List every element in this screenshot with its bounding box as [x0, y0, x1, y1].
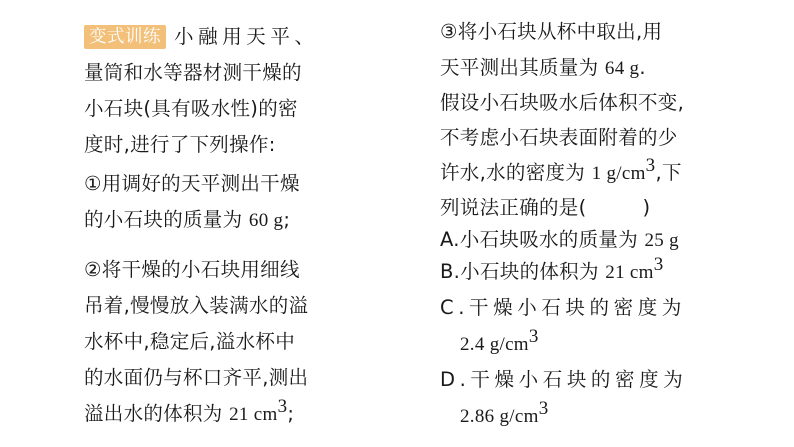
assumption-line-1: 假设小石块吸水后体积不变, — [440, 91, 685, 114]
intro-line-2: 量筒和水等器材测干燥的 — [84, 61, 302, 84]
option-c-value: 2.4 $g/cm^3$ — [460, 326, 539, 355]
overflow-volume-value: 21 cm — [229, 404, 278, 425]
option-b[interactable]: B.小石块的体积为 21 $cm^3$ — [440, 254, 664, 283]
step2-line-3: 水杯中,稳定后,溢水杯中 — [84, 330, 295, 353]
water-density-value: 1 g/cm — [591, 163, 646, 184]
step2-line-4: 的水面仍与杯口齐平,测出 — [84, 366, 309, 389]
option-d[interactable]: D.干燥小石块的密度为 — [440, 368, 688, 391]
option-d-value: 2.86 $g/cm^3$ — [460, 398, 549, 427]
question-line: 列说法正确的是( ) — [440, 196, 651, 219]
step3-line-1: ③将小石块从杯中取出,用 — [440, 20, 663, 43]
assumption-line-2: 不考虑小石块表面附着的少 — [440, 126, 678, 149]
step2-line-5: 溢出水的体积为 21 $cm^3$; — [84, 396, 295, 425]
step1-line-2: 的小石块的质量为 60 g; — [84, 208, 291, 231]
intro-line-4: 度时,进行了下列操作: — [84, 133, 276, 156]
stone-wet-mass-value: 64 g — [604, 58, 640, 79]
option-c[interactable]: C.干燥小石块的密度为 — [440, 296, 686, 319]
stone-dry-mass-value: 60 g — [248, 210, 284, 231]
step3-line-2: 天平测出其质量为 64 g. — [440, 56, 646, 79]
water-density-line: 许水,水的密度为 1 $g/cm^3$,下 — [440, 155, 682, 184]
step1-line-1: ①用调好的天平测出干燥 — [84, 172, 300, 195]
variant-training-badge: 变式训练 — [84, 25, 166, 49]
step2-line-2: 吊着,慢慢放入装满水的溢 — [84, 294, 309, 317]
intro-line-3: 小石块(具有吸水性)的密 — [84, 97, 298, 120]
option-a[interactable]: A.小石块吸水的质量为 25 g — [440, 228, 679, 251]
step2-line-1: ②将干燥的小石块用细线 — [84, 258, 300, 281]
intro-line-1: 变式训练 小融用天平、 — [84, 23, 319, 51]
